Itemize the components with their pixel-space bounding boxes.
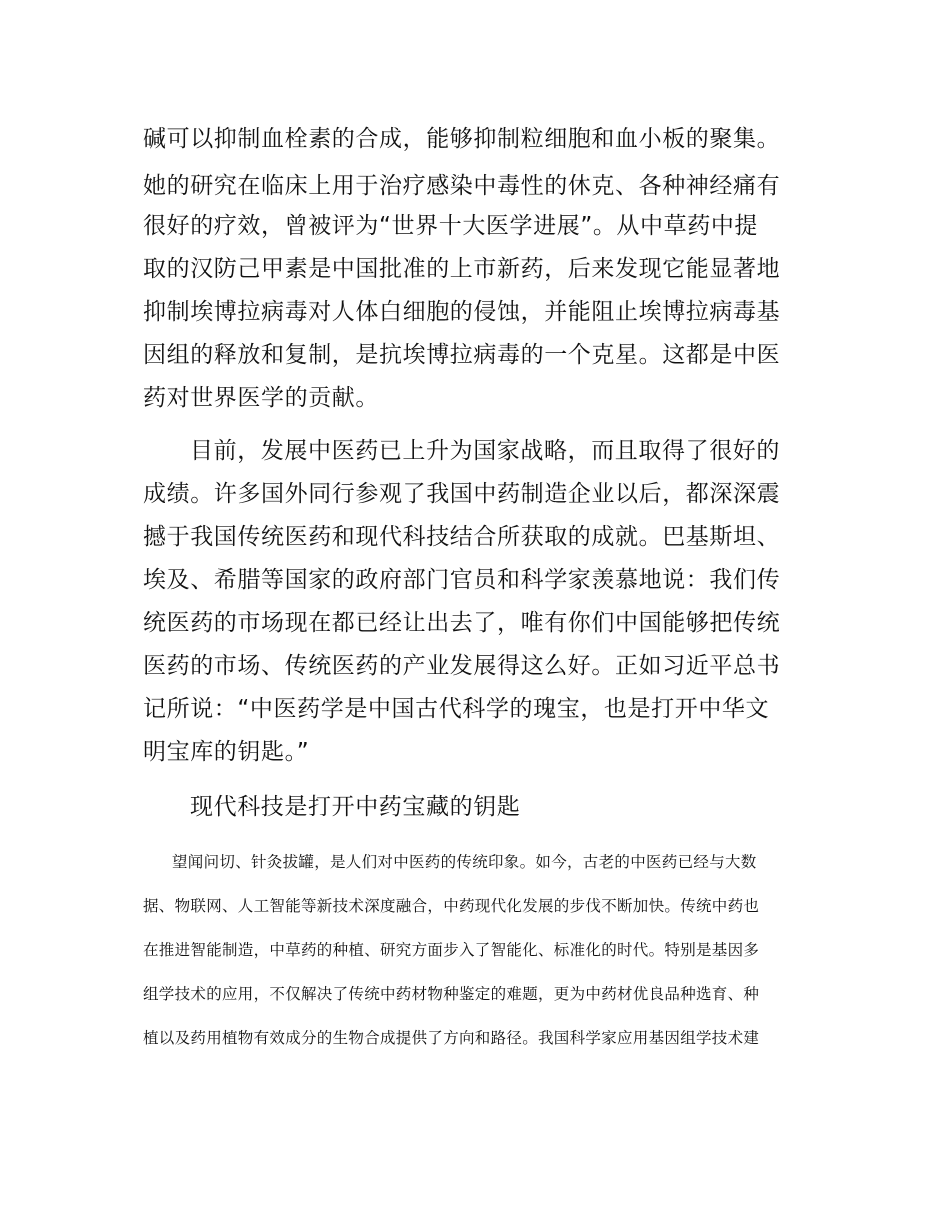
paragraph-3-line: 在推进智能制造，中草药的种植、研究方面步入了智能化、标准化的时代。特别是基因多 bbox=[143, 941, 760, 959]
paragraph-3-line: 据、物联网、人工智能等新技术深度融合，中药现代化发展的步伐不断加快。传统中药也 bbox=[143, 897, 760, 915]
paragraph-1-line: 她的研究在临床上用于治疗感染中毒性的休克、各种神经痛有 bbox=[143, 173, 781, 199]
paragraph-2-line: 埃及、希腊等国家的政府部门官员和科学家羡慕地说：我们传 bbox=[143, 567, 781, 593]
paragraph-1-line: 因组的释放和复制，是抗埃博拉病毒的一个克星。这都是中医 bbox=[143, 342, 781, 368]
paragraph-2-line: 目前，发展中医药已上升为国家战略，而且取得了很好的 bbox=[190, 438, 780, 464]
paragraph-2-line: 明宝库的钥匙。” bbox=[143, 739, 310, 765]
paragraph-2-line: 成绩。许多国外同行参观了我国中药制造企业以后，都深深震 bbox=[143, 481, 781, 507]
paragraph-2-line: 医药的市场、传统医药的产业发展得这么好。正如习近平总书 bbox=[143, 653, 781, 679]
paragraph-1-line: 很好的疗效，曾被评为“世界十大医学进展”。从中草药中提 bbox=[143, 213, 759, 239]
paragraph-2-line: 撼于我国传统医药和现代科技结合所获取的成就。巴基斯坦、 bbox=[143, 524, 781, 550]
paragraph-3-line: 望闻问切、针灸拔罐，是人们对中医药的传统印象。如今，古老的中医药已经与大数 bbox=[172, 853, 757, 871]
paragraph-1-line: 取的汉防己甲素是中国批准的上市新药，后来发现它能显著地 bbox=[143, 256, 781, 282]
section-heading: 现代科技是打开中药宝藏的钥匙 bbox=[190, 794, 521, 820]
paragraph-3-line: 植以及药用植物有效成分的生物合成提供了方向和路径。我国科学家应用基因组学技术建 bbox=[143, 1029, 760, 1047]
paragraph-1-line: 药对世界医学的贡献。 bbox=[143, 385, 379, 411]
paragraph-1-line: 抑制埃博拉病毒对人体白细胞的侵蚀，并能阻止埃博拉病毒基 bbox=[143, 299, 781, 325]
paragraph-1-line: 碱可以抑制血栓素的合成，能够抑制粒细胞和血小板的聚集。 bbox=[143, 126, 781, 152]
paragraph-3-line: 组学技术的应用，不仅解决了传统中药材物种鉴定的难题，更为中药材优良品种选育、种 bbox=[143, 985, 760, 1003]
paragraph-2-line: 记所说：“中医药学是中国古代科学的瑰宝，也是打开中华文 bbox=[143, 696, 770, 722]
paragraph-2-line: 统医药的市场现在都已经让出去了，唯有你们中国能够把传统 bbox=[143, 610, 781, 636]
